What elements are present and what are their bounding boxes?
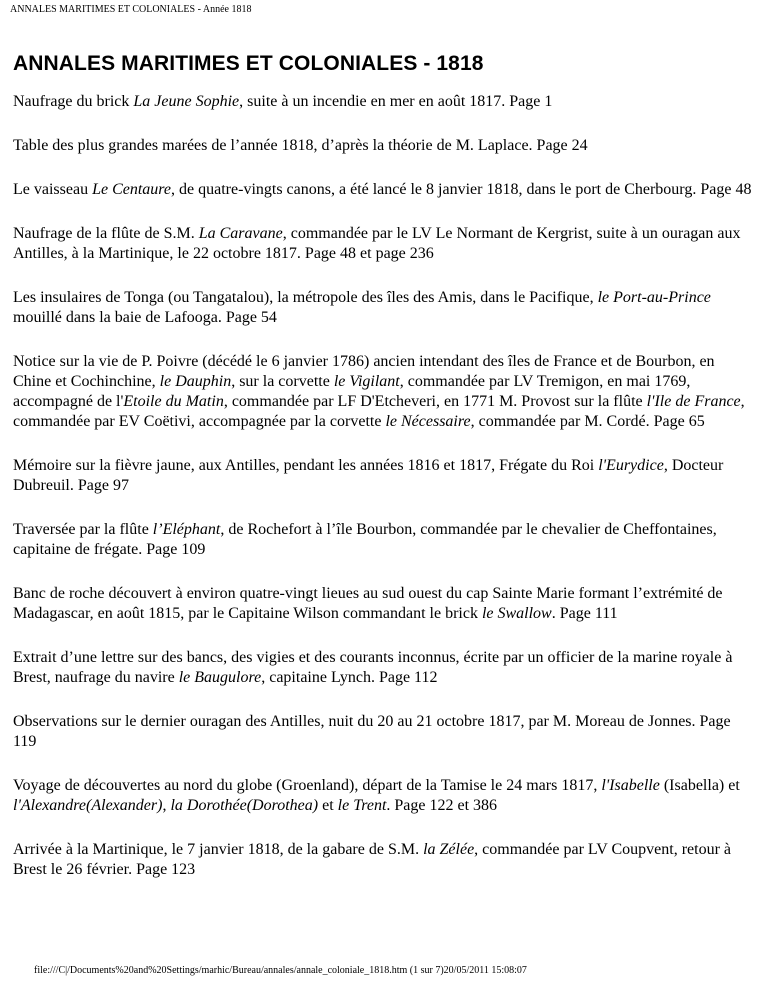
entry-2	[13, 136, 755, 156]
entries-list	[13, 92, 755, 904]
entry-text: Banc de roche découvert à environ quatre-vingt lieues au sud ouest du cap Sainte Marie formant l’extrémité de Madagascar, en août 1815, par le Capitaine Wilson commandant le brick	[13, 585, 723, 622]
entry-11	[13, 712, 755, 752]
entry-5	[13, 288, 755, 328]
entry-text: , de quatre-vingts canons, a été lancé le 8 janvier 1818, dans le port de Cherbourg. Page 48	[171, 181, 752, 198]
entry-ship-name: l'Eurydice	[598, 457, 664, 474]
entry-text: ,	[162, 797, 171, 814]
entry-4	[13, 224, 755, 264]
entry-ship-name: le Swallow	[481, 605, 552, 622]
page-footer: file:///C|/Documents%20and%20Settings/marhic/Bureau/annales/annale_coloniale_1818.htm (1 sur 7)20/05/2011 15:08:07	[34, 965, 527, 976]
entry-ship-name: Etoile du Matin	[123, 393, 224, 410]
entry-ship-name: l'Ile de France	[646, 393, 741, 410]
entry-ship-name: La Caravane	[198, 225, 283, 242]
entry-ship-name: le Vigilant	[333, 373, 400, 390]
entry-ship-name: l'Alexandre(Alexander)	[13, 797, 163, 814]
entry-ship-name: l’Eléphant	[152, 521, 221, 538]
entry-ship-name: le Nécessaire	[385, 413, 471, 430]
entry-text: . Page 111	[551, 605, 618, 622]
entry-text: , commandée par M. Cordé. Page 65	[470, 413, 705, 430]
entry-text: Observations sur le dernier ouragan des Antilles, nuit du 20 au 21 octobre 1817, par M. Moreau de Jonnes. Page 119	[13, 713, 731, 750]
entry-text: , Docteur Dubreuil. Page 97	[13, 457, 724, 494]
entry-10	[13, 648, 755, 688]
entry-text: Naufrage du brick	[13, 93, 134, 110]
entry-6	[13, 352, 755, 432]
entry-ship-name: le Dauphin	[159, 373, 232, 390]
entry-ship-name: la Dorothée(Dorothea)	[170, 797, 319, 814]
entry-13	[13, 840, 755, 880]
entry-text: , commandée par LV Coupvent, retour à Brest le 26 février. Page 123	[13, 841, 731, 878]
entry-ship-name: la Zélée	[423, 841, 475, 858]
entry-text: Mémoire sur la fièvre jaune, aux Antilles, pendant les années 1816 et 1817, Frégate du Roi	[13, 457, 599, 474]
page-header: ANNALES MARITIMES ET COLONIALES - Année 1818	[10, 4, 252, 15]
entry-text: Voyage de découvertes au nord du globe (Groenland), départ de la Tamise le 24 mars 1817,	[13, 777, 602, 794]
entry-12	[13, 776, 755, 816]
entry-text: . Page 122 et 386	[386, 797, 498, 814]
entry-9	[13, 584, 755, 624]
entry-ship-name: La Jeune Sophie	[133, 93, 240, 110]
entry-text: Les insulaires de Tonga (ou Tangatalou), la métropole des îles des Amis, dans le Pacifique,	[13, 289, 598, 306]
entry-text: , capitaine Lynch. Page 112	[261, 669, 438, 686]
entry-text: Le vaisseau	[13, 181, 93, 198]
entry-8	[13, 520, 755, 560]
entry-text: et	[318, 797, 338, 814]
entry-text: Traversée par la flûte	[13, 521, 153, 538]
entry-text: , de Rochefort à l’île Bourbon, commandée par le chevalier de Cheffontaines, capitaine de frégate. Page 109	[13, 521, 717, 558]
entry-text: , commandée par LV Tremigon, en mai 1769, accompagné de l'	[13, 373, 691, 410]
entry-text: Notice sur la vie de P. Poivre (décédé le 6 janvier 1786) ancien intendant des îles de France et de Bourbon, en Chine et Cochinchine,	[13, 353, 715, 390]
entry-text: (Isabella) et	[659, 777, 740, 794]
entry-3	[13, 180, 755, 200]
entry-text: Naufrage de la flûte de S.M.	[13, 225, 199, 242]
entry-1	[13, 92, 755, 112]
entry-text: Arrivée à la Martinique, le 7 janvier 1818, de la gabare de S.M.	[13, 841, 424, 858]
entry-text: , commandée par EV Coëtivi, accompagnée par la corvette	[13, 393, 745, 430]
page-title: ANNALES MARITIMES ET COLONIALES - 1818	[13, 52, 484, 75]
entry-text: Extrait d’une lettre sur des bancs, des vigies et des courants inconnus, écrite par un officier de la marine royale à Brest, naufrage du navire	[13, 649, 733, 686]
entry-text: , commandée par le LV Le Normant de Kergrist, suite à un ouragan aux Antilles, à la Martinique, le 22 octobre 1817. Page 48 et page 236	[13, 225, 741, 262]
entry-7	[13, 456, 755, 496]
entry-ship-name: Le Centaure	[92, 181, 172, 198]
entry-ship-name: le Baugulore	[178, 669, 262, 686]
entry-text: , suite à un incendie en mer en août 1817. Page 1	[239, 93, 553, 110]
entry-text: mouillé dans la baie de Lafooga. Page 54	[13, 309, 277, 326]
entry-ship-name: le Port-au-Prince	[597, 289, 711, 306]
entry-ship-name: l'Isabelle	[601, 777, 660, 794]
entry-text: , sur la corvette	[231, 373, 334, 390]
entry-text: Table des plus grandes marées de l’année 1818, d’après la théorie de M. Laplace. Page 24	[13, 137, 588, 154]
entry-text: , commandée par LF D'Etcheveri, en 1771 M. Provost sur la flûte	[223, 393, 647, 410]
entry-ship-name: le Trent	[337, 797, 387, 814]
